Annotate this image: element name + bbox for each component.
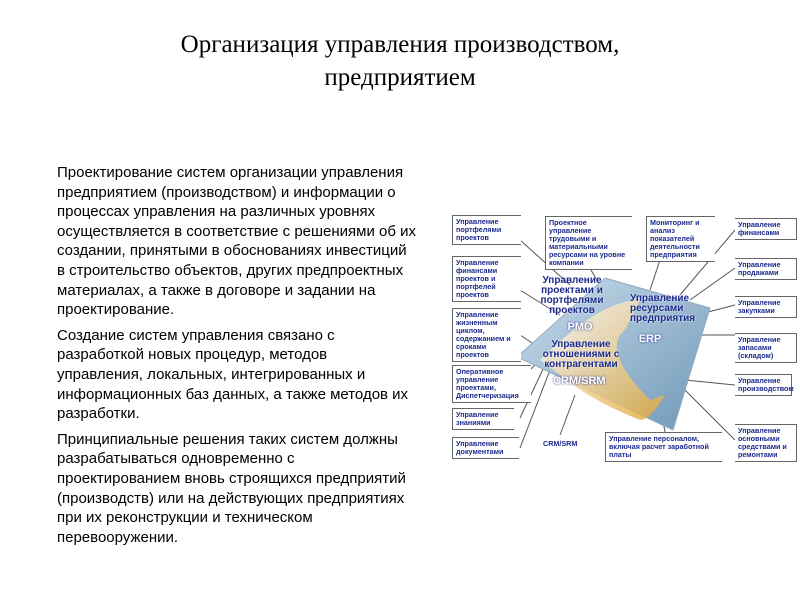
title-line-1: Организация управления производством, [180, 31, 620, 58]
label-purchasing: Управление закупками [735, 296, 797, 318]
label-monitoring: Мониторинг и анализ показателей деятельности предприятия [646, 216, 715, 262]
center-erp-label: Управление ресурсами предприятия [630, 293, 696, 324]
label-knowledge: Управление знаниями [452, 408, 514, 430]
label-operational: Оперативное управление проектами, Диспетчеризация [452, 365, 531, 403]
label-documents: Управление документами [452, 437, 519, 459]
label-crm-bottom: CRM/SRM [540, 438, 586, 450]
center-pmo: PMO [567, 321, 593, 333]
label-personnel: Управление персоналом, включая расчет заработной платы [605, 432, 722, 462]
center-erp: ERP [638, 333, 662, 345]
label-lifecycle: Управление жизненным циклом, содержанием и сроками проектов [452, 308, 521, 362]
label-resources: Проектное управление трудовыми и материальными ресурсами на уровне компании [545, 216, 632, 270]
center-crm-label: Управление отношениями с контрагентами [542, 339, 620, 370]
label-sales: Управление продажами [735, 258, 797, 280]
paragraph: Проектирование систем организации управления предприятием (производством) и информации о процессах управления на различных уровнях осуществляется в соответствие с решениями об их создании, принятыми в обоснованиях инвестиций в строительство объектов, других предпроектных материалах, а также в договоре и задании на проектирование. [57, 164, 417, 319]
title-line-2: предприятием [324, 64, 476, 91]
paragraph: Создание систем управления связано с разработкой новых процедур, методов управления, локальных, интегрированных и информационных баз данных, а также методов их разработки. [57, 326, 409, 423]
label-inventory: Управление запасами (складом) [735, 333, 797, 363]
label-production: Управление производством [735, 374, 792, 396]
label-portfolio: Управление портфелями проектов [452, 215, 521, 245]
center-pm-label: Управление проектами и портфелями проектов [540, 275, 604, 316]
paragraph: Принципиальные решения таких систем должны разрабатываться одновременно с проектированием вновь строящихся предприятий (производств) или на действующих предприятиях при их реконструкции и техническом перевооружении. [57, 430, 406, 546]
label-finance: Управление финансами [735, 218, 797, 240]
center-crm: CRM/SRM [553, 375, 606, 387]
label-assets: Управление основными средствами и ремонтами [735, 424, 797, 462]
label-project-finance: Управление финансами проектов и портфелей проектов [452, 256, 521, 302]
